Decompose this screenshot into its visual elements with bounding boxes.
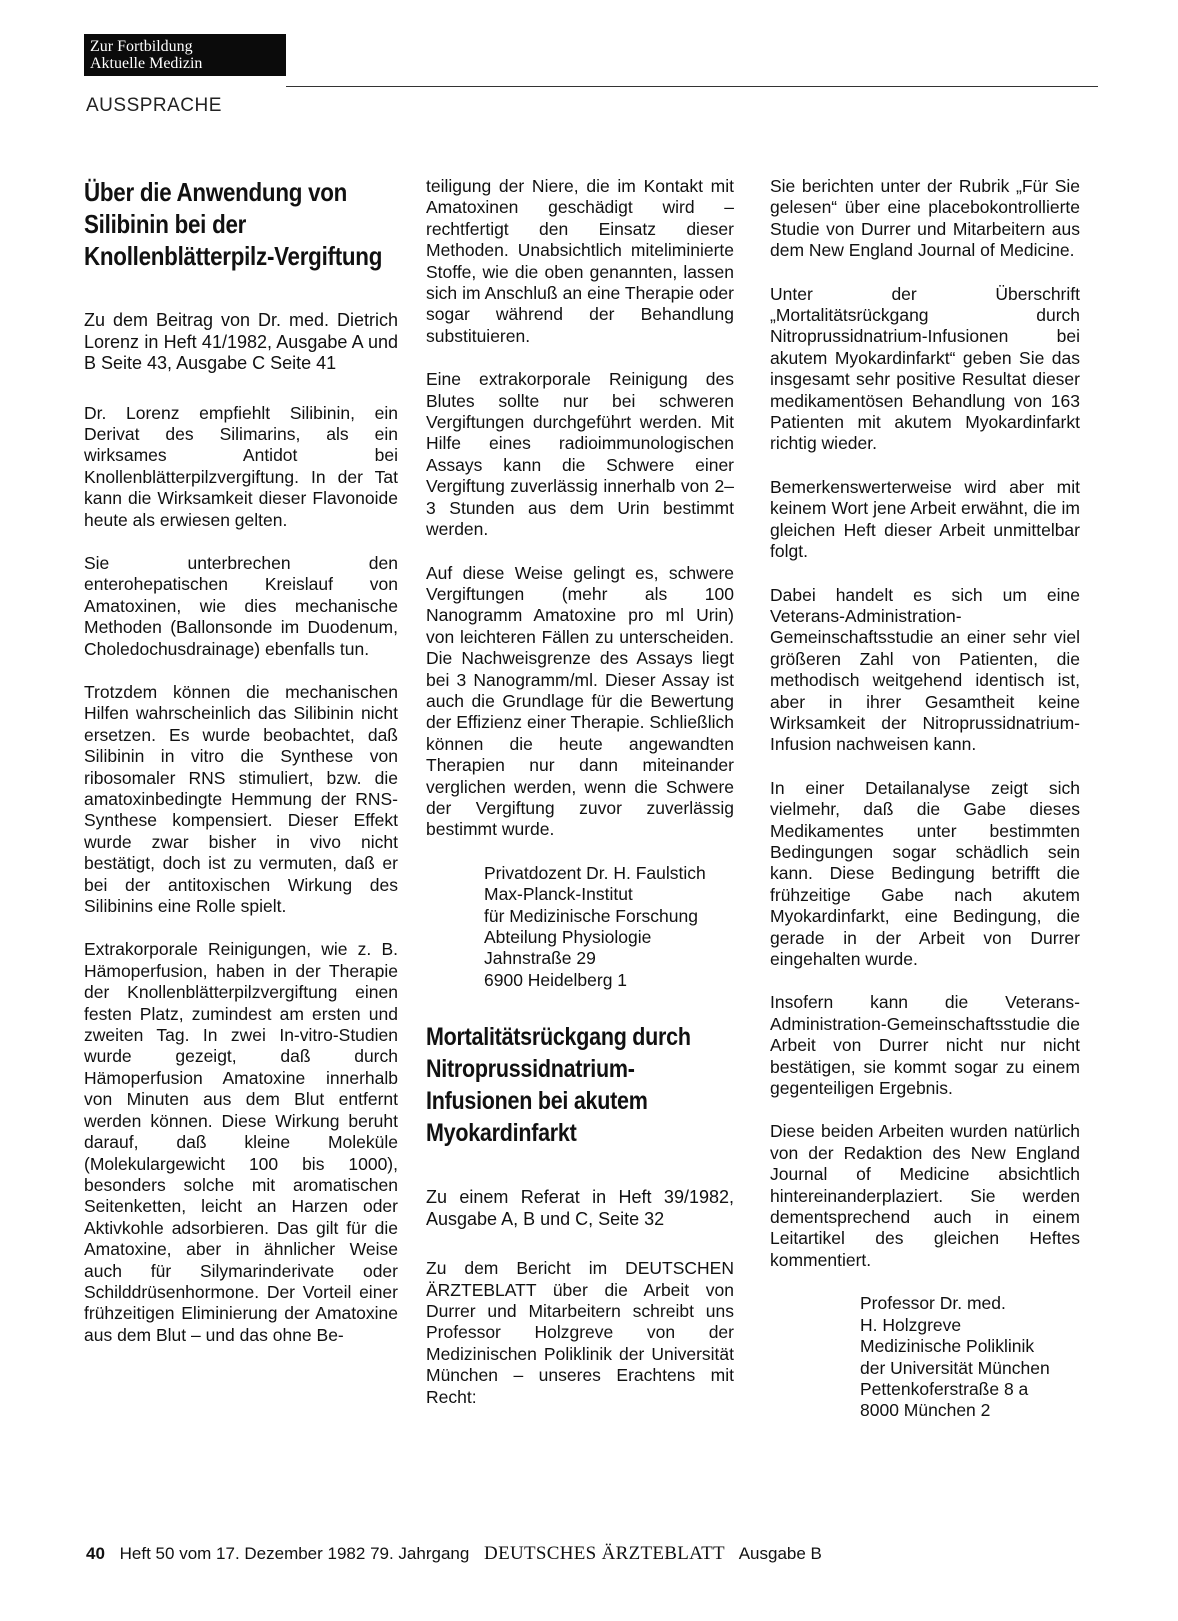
signature-line: Abteilung Physiologie [484, 927, 652, 947]
signature-line: Pettenkoferstraße 8 a [860, 1378, 1029, 1399]
article-1-paragraph-4: Extrakorporale Reinigungen, wie z. B. Hämoperfusion, haben in der Therapie der Knollenblätterpilzvergiftung einen festen Platz, zumindest am ersten und zweiten Tag. In zwei In-vitro-Studien wurde gezeigt, daß durch Hämoperfusion Amatoxine innerhalb von Minuten aus dem Blut entfernt werden können. Diese Wirkung beruht darauf, daß kleine Moleküle (Molekulargewicht 100 bis 1000), besonders solche mit aromatischen Seitenketten, leicht an Harzen oder Aktivkohle adsorbieren. Das gilt für die Amatoxine, aber in ähnlicher Weise auch für Silymarinderivate oder Schilddrüsenhormone. Der Vorteil einer frühzeitigen Eliminierung der Amatoxine aus dem Blut – und das ohne Be- [84, 939, 398, 1345]
signature-line: der Universität München [860, 1357, 1050, 1378]
article-2-signature [770, 1293, 1080, 1421]
signature-line: H. Holzgreve [860, 1314, 962, 1335]
signature-line: 6900 Heidelberg 1 [484, 969, 628, 990]
section-label: AUSSPRACHE [86, 95, 222, 116]
article-2-intro: Zu einem Referat in Heft 39/1982, Ausgabe A, B und C, Seite 32 [426, 1187, 734, 1229]
article-2-paragraph-6: In einer Detailanalyse zeigt sich vielmehr, daß die Gabe dieses Medikamentes unter bestimmten Bedingungen sogar schädlich sein kann. Diese Bedingung betrifft die frühzeitige Gabe nach akutem Myokardinfarkt, eine Bedingung, die gerade in der Arbeit von Durrer eingehalten wurde. [770, 777, 1080, 969]
article-1-signature [426, 863, 734, 991]
article-1-paragraph-5: teiligung der Niere, die im Kontakt mit Amatoxinen geschädigt wird – rechtfertigt den Einsatz dieser Methoden. Unabsichtlich miteliminierte Stoffe, wie die oben genannten, lassen sich im Anschluß an eine Therapie oder sogar während der Behandlung substituieren. [426, 176, 734, 346]
signature-line: Medizinische Poliklinik [860, 1336, 1035, 1357]
article-2-paragraph-4: Bemerkenswerterweise wird aber mit keinem Wort jene Arbeit erwähnt, die im gleichen Heft dieser Arbeit unmittelbar folgt. [770, 476, 1080, 562]
column-1 [84, 176, 398, 1368]
article-2-title: Mortalitätsrückgang durch Nitroprussidnatrium-Infusionen bei akutem Myokardinfarkt [426, 1023, 691, 1148]
article-1-title: Über die Anwendung von Silibinin bei der Knollenblätterpilz-Vergiftung [84, 177, 383, 271]
column-3 [770, 176, 1080, 1444]
article-2-paragraph-5: Dabei handelt es sich um eine Veterans-Administration-Gemeinschaftsstudie an einer sehr viel größeren Zahl von Patienten, die methodisch weitgehend identisch ist, aber in ihrer Gesamtheit keine Wirksamkeit der Nitroprussidnatrium-Infusion nachweisen kann. [770, 584, 1080, 755]
article-2-paragraph-8: Diese beiden Arbeiten wurden natürlich von der Redaktion des New England Journal of Medicine absichtlich hintereinanderplaziert. Sie werden dementsprechend auch in einem Leitartikel des gleichen Heftes kommentiert. [770, 1121, 1080, 1270]
article-1-paragraph-2: Sie unterbrechen den enterohepatischen Kreislauf von Amatoxinen, wie dies mechanische Methoden (Ballonsonde im Duodenum, Choledochusdrainage) ebenfalls tun. [84, 552, 398, 659]
article-2-paragraph-1: Zu dem Bericht im DEUTSCHEN ÄRZTEBLATT über die Arbeit von Durrer und Mitarbeitern schreibt uns Professor Holzgreve von der Medizinischen Poliklinik der Universität München – unseres Erachtens mit Recht: [426, 1258, 734, 1407]
column-2 [426, 176, 734, 1430]
article-1-paragraph-7: Auf diese Weise gelingt es, schwere Vergiftungen (mehr als 100 Nanogramm Amatoxine pro ml Urin) von leichteren Fällen zu unterscheiden. Die Nachweisgrenze des Assays liegt bei 3 Nanogramm/ml. Dieser Assay ist auch die Grundlage für die Bewertung der Effizienz einer Therapie. Schließlich können die heute angewandten Therapien nur dann miteinander verglichen werden, wenn die Schwere der Vergiftung zuvor zuverlässig bestimmt wurde. [426, 562, 734, 840]
signature-line: Professor Dr. med. [860, 1293, 1006, 1314]
article-1-paragraph-1: Dr. Lorenz empfiehlt Silibinin, ein Derivat des Silimarins, als ein wirksames Antidot bei Knollenblätterpilzvergiftung. In der Tat kann die Wirksamkeit dieser Flavonoide heute als erwiesen gelten. [84, 402, 398, 530]
journal-name: DEUTSCHES ÄRZTEBLATT [484, 1543, 725, 1564]
signature-line: Max-Planck-Institut [484, 884, 633, 905]
signature-line: Jahnstraße 29 [484, 948, 596, 969]
article-2-paragraph-2: Sie berichten unter der Rubrik „Für Sie gelesen“ über eine placebokontrollierte Studie von Durrer und Mitarbeitern aus dem New England Journal of Medicine. [770, 176, 1080, 261]
rubric-line-1: Zur Fortbildung [90, 38, 193, 55]
page-footer [86, 1543, 822, 1565]
rubric-line-2: Aktuelle Medizin [90, 55, 203, 72]
article-1-intro: Zu dem Beitrag von Dr. med. Dietrich Lorenz in Heft 41/1982, Ausgabe A und B Seite 43, Ausgabe C Seite 41 [84, 310, 398, 373]
signature-line: 8000 München 2 [860, 1400, 991, 1421]
signature-line: für Medizinische Forschung [484, 905, 698, 926]
article-1-paragraph-3: Trotzdem können die mechanischen Hilfen wahrscheinlich das Silibinin nicht ersetzen. Es wurde beobachtet, daß Silibinin in vitro die Synthese von ribosomaler RNS stimuliert, bzw. die amatoxinbedingte Hemmung der RNS-Synthese kompensiert. Dieser Effekt wurde zwar bisher in vivo nicht bestätigt, doch ist zu vermuten, daß er bei der antitoxischen Wirkung des Silibinins eine Rolle spielt. [84, 681, 398, 917]
signature-line: Privatdozent Dr. H. Faulstich [484, 862, 706, 883]
header-rule [286, 86, 1098, 87]
article-2-paragraph-7: Insofern kann die Veterans-Administration-Gemeinschaftsstudie die Arbeit von Durrer nicht nur nicht bestätigen, sie kommt sogar zu einem gegenteiligen Ergebnis. [770, 992, 1080, 1099]
issue-info: Heft 50 vom 17. Dezember 1982 79. Jahrgang [119, 1544, 470, 1563]
edition-label: Ausgabe B [738, 1544, 822, 1563]
rubric-badge [84, 34, 286, 76]
article-2-paragraph-3: Unter der Überschrift „Mortalitätsrückgang durch Nitroprussidnatrium-Infusionen bei akutem Myokardinfarkt“ geben Sie das insgesamt sehr positive Resultat dieser medikamentösen Behandlung von 163 Patienten mit akutem Myokardinfarkt richtig wieder. [770, 283, 1080, 454]
article-1-paragraph-6: Eine extrakorporale Reinigung des Blutes sollte nur bei schweren Vergiftungen durchgeführt werden. Mit Hilfe eines radioimmunologischen Assays kann die Schwere einer Vergiftung zuverlässig innerhalb von 2–3 Stunden aus dem Urin bestimmt werden. [426, 369, 734, 540]
page-number: 40 [86, 1544, 105, 1563]
